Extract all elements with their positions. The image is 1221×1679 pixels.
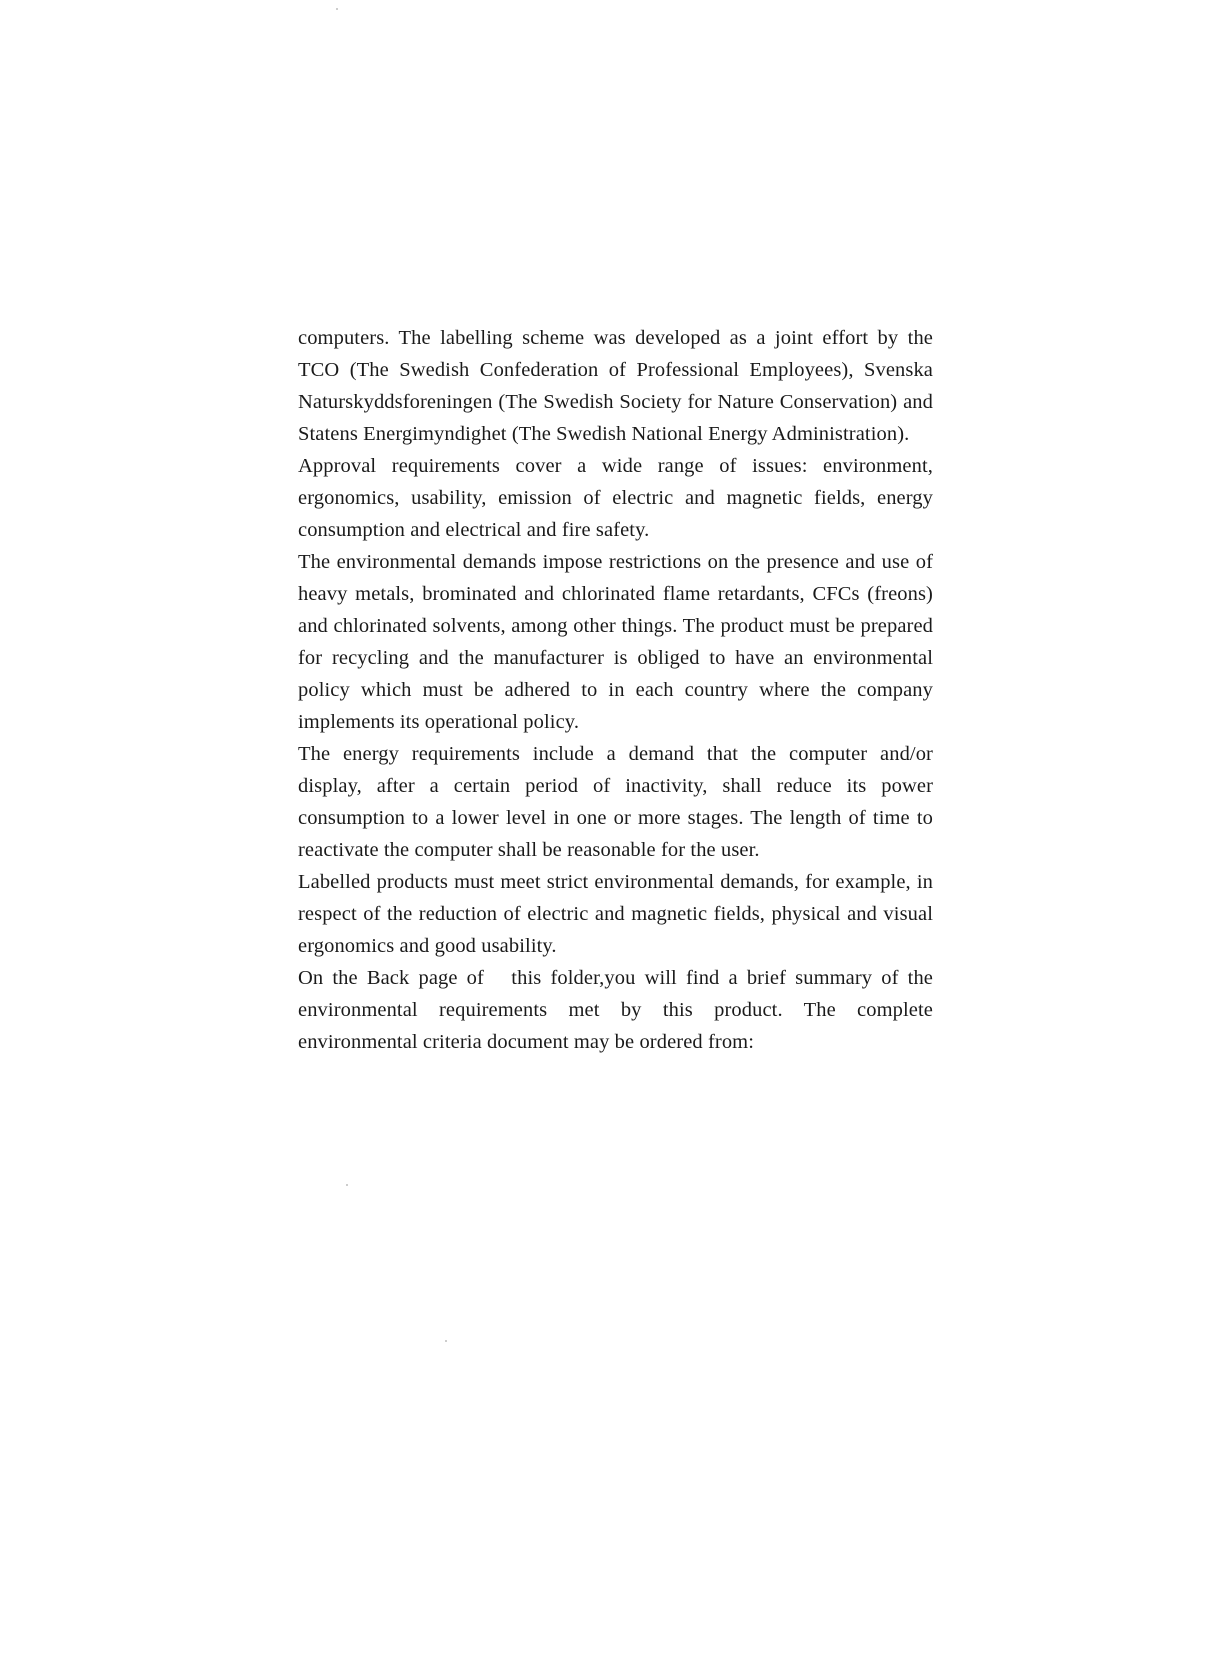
paragraph-back-page: On the Back page of this folder,you will find a brief summary of the environmental requirements met by this product. The complete environmental criteria document may be ordered from: bbox=[298, 967, 939, 1053]
paragraph-labelled-products: Labelled products must meet strict environmental demands, for example, in respect of the reduction of electric and magnetic fields, physical and visual ergonomics and good usability. bbox=[298, 871, 933, 957]
body-text bbox=[298, 322, 939, 1058]
scan-speck bbox=[346, 1184, 348, 1186]
paragraph-labelling-scheme: computers. The labelling scheme was developed as a joint effort by the TCO (The Swedish Confederation of Professional Employees), Svenska Naturskyddsforeningen (The Swedish Society for Nature Conservation) and Statens Energimyndighet (The Swedish National Energy Administration). bbox=[298, 327, 933, 445]
scan-speck bbox=[336, 8, 338, 10]
scan-speck bbox=[445, 1340, 447, 1342]
paragraph-energy-requirements: The energy requirements include a demand that the computer and/or display, after a certain period of inactivity, shall reduce its power consumption to a lower level in one or more stages. The length of time to reactivate the computer shall be reasonable for the user. bbox=[298, 743, 933, 861]
paragraph-environmental-demands: The environmental demands impose restrictions on the presence and use of heavy metals, brominated and chlorinated flame retardants, CFCs (freons) and chlorinated solvents, among other things. The product must be prepared for recycling and the manufacturer is obliged to have an environmental policy which must be adhered to in each country where the company implements its operational policy. bbox=[298, 551, 933, 733]
paragraph-approval-requirements: Approval requirements cover a wide range of issues: environment, ergonomics, usability, emission of electric and magnetic fields, energy consumption and electrical and fire safety. bbox=[298, 455, 933, 541]
